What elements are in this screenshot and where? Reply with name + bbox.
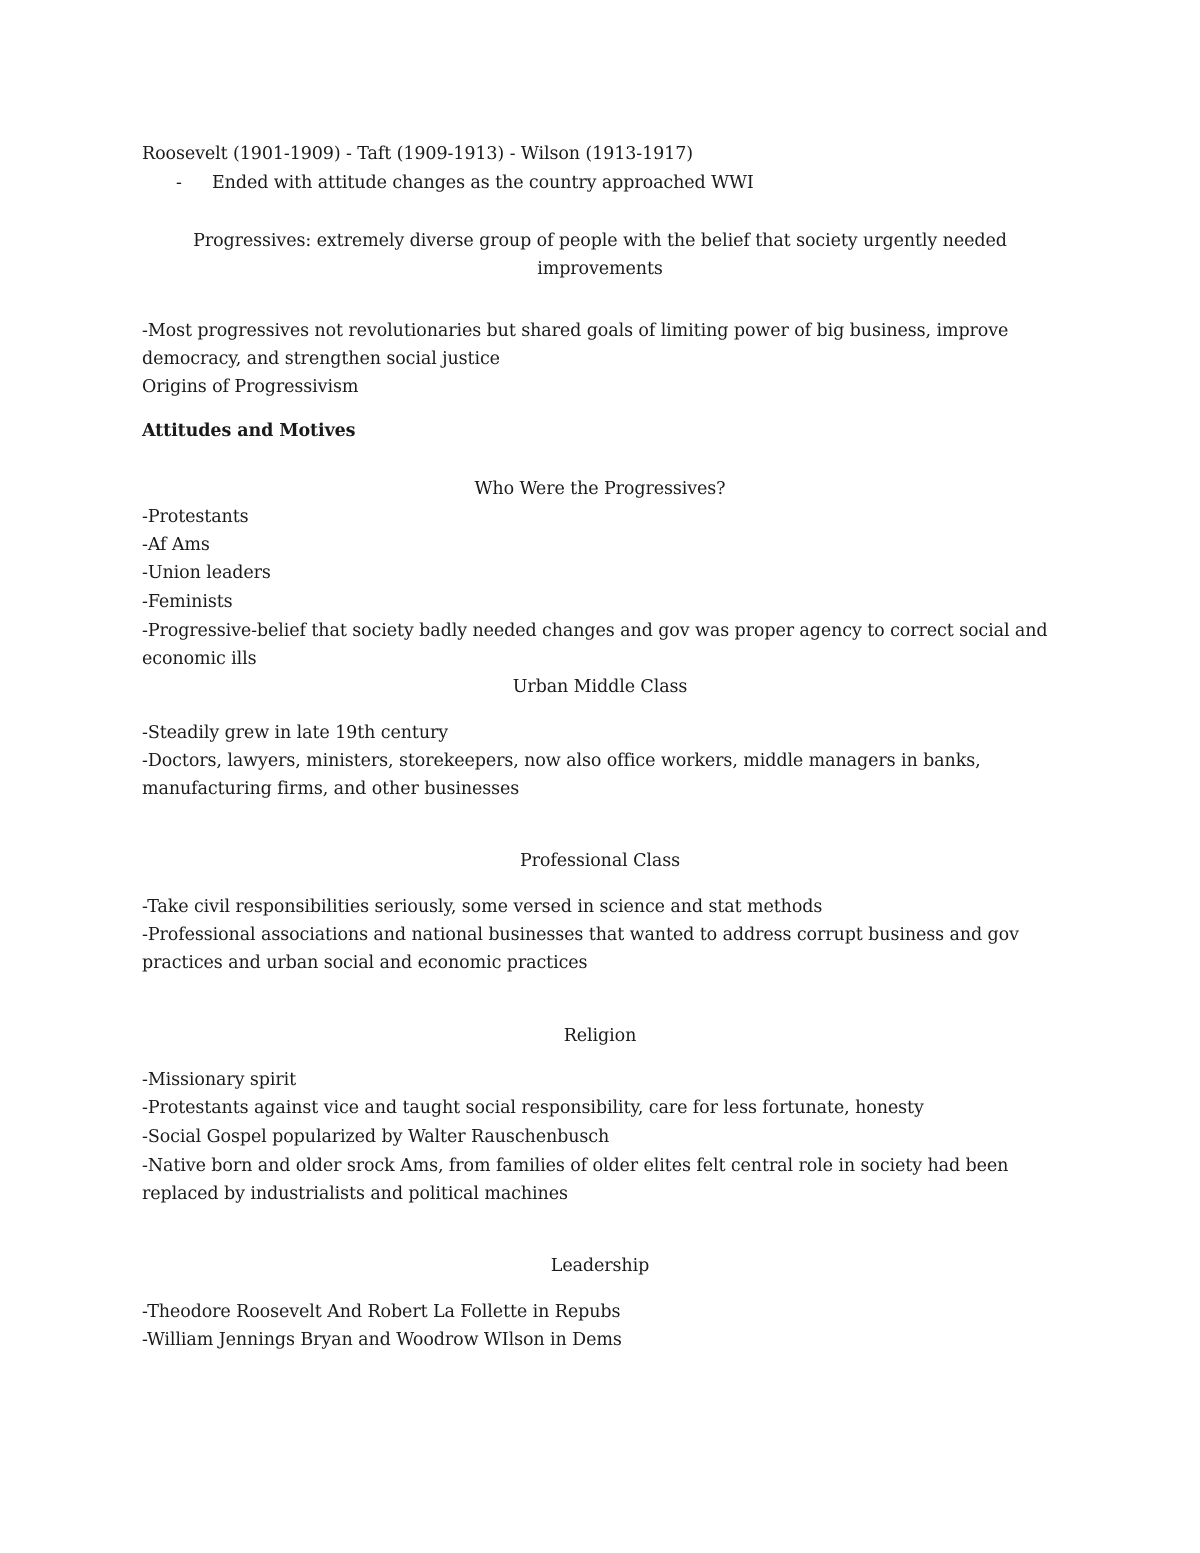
who-heading: Who Were the Progressives? [474, 479, 726, 499]
professional-line-3: practices and urban social and economic practices [142, 953, 588, 973]
list-item: -Protestants [142, 507, 249, 527]
religion-line-1: -Missionary spirit [142, 1070, 297, 1090]
religion-line-3: -Social Gospel popularized by Walter Rauschenbusch [142, 1127, 610, 1147]
religion-line-2: -Protestants against vice and taught social responsibility, care for less fortunate, honesty [142, 1098, 924, 1118]
leadership-heading: Leadership [550, 1256, 650, 1276]
origins-heading: Origins of Progressivism [142, 377, 359, 397]
definition-line-2: improvements [537, 259, 663, 279]
leadership-line-2: -William Jennings Bryan and Woodrow WIlson in Dems [142, 1330, 622, 1350]
urban-line-2: -Doctors, lawyers, ministers, storekeepers, now also office workers, middle managers in banks, [142, 751, 981, 771]
bullet-dash: - [176, 173, 182, 193]
urban-line-1: -Steadily grew in late 19th century [142, 723, 449, 743]
presidents-line: Roosevelt (1901-1909) - Taft (1909-1913) - Wilson (1913-1917) [142, 144, 693, 164]
intro-line-2: democracy, and strengthen social justice [142, 349, 500, 369]
professional-line-2: -Professional associations and national businesses that wanted to address corrupt business and gov [142, 925, 1019, 945]
belief-line-2: economic ills [142, 649, 257, 669]
professional-heading: Professional Class [519, 851, 681, 871]
professional-line-1: -Take civil responsibilities seriously, some versed in science and stat methods [142, 897, 823, 917]
religion-line-4: -Native born and older srock Ams, from families of older elites felt central role in society had been [142, 1156, 1009, 1176]
urban-line-3: manufacturing firms, and other businesses [142, 779, 520, 799]
religion-line-5: replaced by industrialists and political machines [142, 1184, 568, 1204]
sub-bullet-text: Ended with attitude changes as the country approached WWI [212, 173, 754, 193]
attitudes-heading: Attitudes and Motives [142, 421, 356, 441]
urban-heading: Urban Middle Class [512, 677, 688, 697]
list-item: -Union leaders [142, 563, 271, 583]
list-item: -Af Ams [142, 535, 210, 555]
definition-line-1: Progressives: extremely diverse group of people with the belief that society urgently needed [193, 231, 1007, 251]
list-item: -Feminists [142, 592, 233, 612]
leadership-line-1: -Theodore Roosevelt And Robert La Follette in Repubs [142, 1302, 621, 1322]
religion-heading: Religion [563, 1026, 637, 1046]
belief-line-1: -Progressive-belief that society badly needed changes and gov was proper agency to correct social and [142, 621, 1048, 641]
intro-line-1: -Most progressives not revolutionaries but shared goals of limiting power of big business, improve [142, 321, 1009, 341]
